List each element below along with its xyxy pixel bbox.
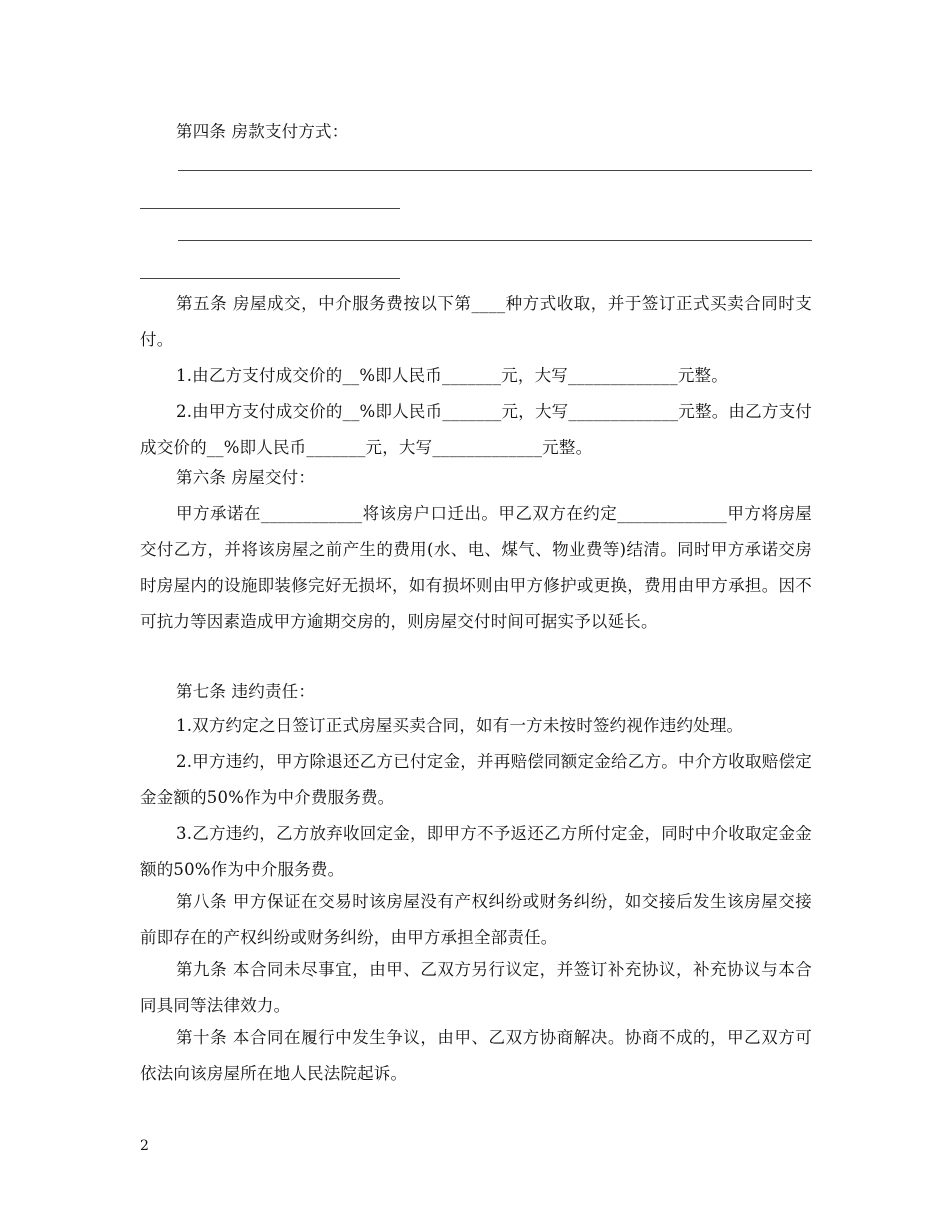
article-8: 第八条 甲方保证在交易时该房屋没有产权纠纷或财务纠纷，如交接后发生该房屋交接前即存在的产权纠纷或财务纠纷，由甲方承担全部责任。 xyxy=(140,892,812,947)
article-10: 第十条 本合同在履行中发生争议，由甲、乙双方协商解决。协商不成的，甲乙双方可依法向该房屋所在地人民法院起诉。 xyxy=(140,1028,812,1083)
article-7-item-2: 2.甲方违约，甲方除退还乙方已付定金，并再赔偿同额定金给乙方。中介方收取赔偿定金金额的50%作为中介费服务费。 xyxy=(140,752,812,807)
article-7-title: 第七条 违约责任： xyxy=(176,682,316,701)
article-6-title: 第六条 房屋交付： xyxy=(176,468,316,487)
article-6: 甲方承诺在____________将该房户口迁出。甲乙双方在约定_____________甲方将房屋交付乙方，并将该房屋之前产生的费用(水、电、煤气、物业费等)结清。同时甲方承诺交房时房屋内的设施即装修完好无损坏，如有损坏则由甲方修护或更换，费用由甲方承担。因不可抗力等因素造成甲方逾期交房的，则房屋交付时间可据实予以延长。 xyxy=(140,504,812,631)
fill-blank-line xyxy=(140,278,400,279)
article-4-title: 第四条 房款支付方式： xyxy=(176,122,349,141)
page-number: 2 xyxy=(140,1138,149,1154)
article-7-item-1: 1.双方约定之日签订正式房屋买卖合同，如有一方未按时签约视作违约处理。 xyxy=(176,716,744,735)
article-5-item-2: 2.由甲方支付成交价的__%即人民币_______元，大写_____________元整。由乙方支付成交价的__%即人民币_______元，大写_____________元整。 xyxy=(140,402,812,457)
fill-blank-line xyxy=(178,240,812,241)
article-7-item-3: 3.乙方违约，乙方放弃收回定金，即甲方不予返还乙方所付定金，同时中介收取定金金额的50%作为中介服务费。 xyxy=(140,824,812,879)
fill-blank-line xyxy=(178,170,812,171)
article-5: 第五条 房屋成交，中介服务费按以下第____种方式收取，并于签订正式买卖合同时支付。 xyxy=(140,294,812,349)
article-9: 第九条 本合同未尽事宜，由甲、乙双方另行议定，并签订补充协议，补充协议与本合同具同等法律效力。 xyxy=(140,960,812,1015)
article-5-item-1: 1.由乙方支付成交价的__%即人民币_______元，大写_____________元整。 xyxy=(176,366,728,385)
fill-blank-line xyxy=(140,208,400,209)
